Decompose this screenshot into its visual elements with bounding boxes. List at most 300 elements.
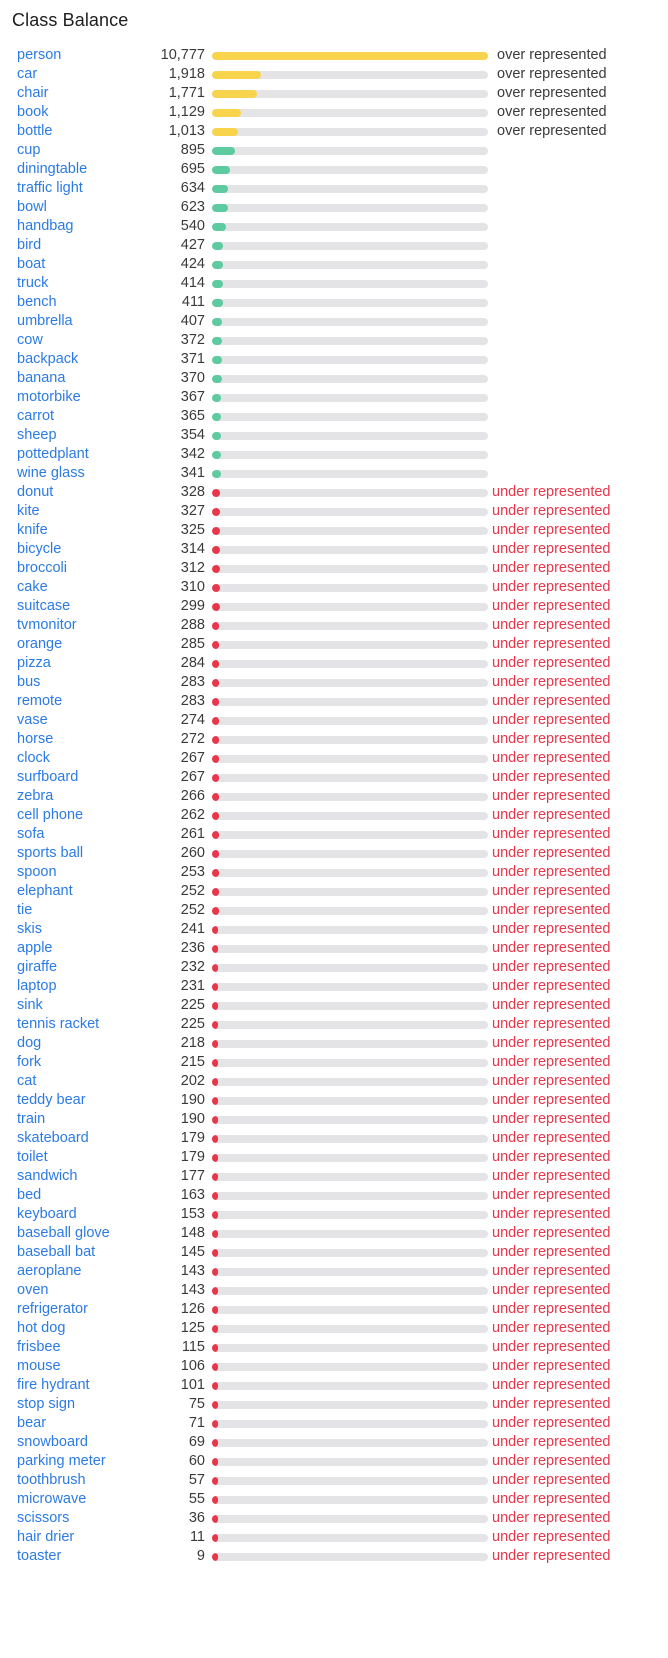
- bar-fill: [212, 508, 220, 516]
- class-label[interactable]: person: [17, 47, 62, 63]
- class-label[interactable]: bus: [17, 674, 41, 690]
- class-row: [0, 711, 668, 730]
- class-label[interactable]: giraffe: [17, 959, 58, 975]
- class-count: 284: [180, 655, 205, 671]
- bar-fill: [212, 356, 222, 364]
- class-label[interactable]: toilet: [17, 1149, 48, 1165]
- class-count: 371: [180, 351, 205, 367]
- class-label[interactable]: boat: [17, 256, 46, 272]
- class-row: [0, 122, 668, 141]
- bar-fill: [212, 1306, 218, 1314]
- bar-fill: [212, 242, 223, 250]
- class-label[interactable]: cake: [17, 579, 48, 595]
- bar-track: [212, 698, 488, 706]
- bar-track: [212, 470, 488, 478]
- class-label[interactable]: apple: [17, 940, 53, 956]
- class-count: 274: [180, 712, 205, 728]
- class-row: [0, 483, 668, 502]
- class-label[interactable]: scissors: [17, 1510, 70, 1526]
- bar-track: [212, 1306, 488, 1314]
- class-label[interactable]: spoon: [17, 864, 57, 880]
- over-represented-badge: over represented: [497, 66, 607, 82]
- under-represented-badge: under represented: [492, 978, 611, 994]
- class-count: 60: [188, 1453, 205, 1469]
- under-represented-badge: under represented: [492, 674, 611, 690]
- class-label[interactable]: suitcase: [17, 598, 71, 614]
- class-row: [0, 1319, 668, 1338]
- class-label[interactable]: broccoli: [17, 560, 67, 576]
- bar-fill: [212, 869, 219, 877]
- bar-fill: [212, 926, 218, 934]
- class-label[interactable]: hair drier: [17, 1529, 75, 1545]
- class-row: [0, 1433, 668, 1452]
- class-count: 241: [180, 921, 205, 937]
- class-count: 55: [188, 1491, 205, 1507]
- class-count: 106: [180, 1358, 205, 1374]
- bar-fill: [212, 983, 218, 991]
- class-label[interactable]: toothbrush: [17, 1472, 86, 1488]
- class-label[interactable]: mouse: [17, 1358, 61, 1374]
- class-row: [0, 1148, 668, 1167]
- bar-track: [212, 1230, 488, 1238]
- bar-fill: [212, 964, 218, 972]
- class-row: [0, 730, 668, 749]
- bar-track: [212, 888, 488, 896]
- bar-track: [212, 660, 488, 668]
- bar-track: [212, 907, 488, 915]
- under-represented-badge: under represented: [492, 807, 611, 823]
- class-row: [0, 1072, 668, 1091]
- class-count: 10,777: [160, 47, 205, 63]
- bar-track: [212, 90, 488, 98]
- bar-fill: [212, 166, 230, 174]
- under-represented-badge: under represented: [492, 655, 611, 671]
- class-label[interactable]: horse: [17, 731, 54, 747]
- under-represented-badge: under represented: [492, 845, 611, 861]
- class-label[interactable]: kite: [17, 503, 40, 519]
- bar-fill: [212, 280, 223, 288]
- class-count: 283: [180, 693, 205, 709]
- class-row: [0, 1452, 668, 1471]
- bar-track: [212, 1249, 488, 1257]
- class-row: [0, 141, 668, 160]
- bar-fill: [212, 1268, 218, 1276]
- bar-fill: [212, 1021, 218, 1029]
- class-row: [0, 274, 668, 293]
- class-row: [0, 217, 668, 236]
- class-count: 354: [180, 427, 205, 443]
- class-label[interactable]: toaster: [17, 1548, 62, 1564]
- class-row: [0, 1338, 668, 1357]
- bar-fill: [212, 261, 223, 269]
- class-row: [0, 692, 668, 711]
- class-count: 36: [188, 1510, 205, 1526]
- class-label[interactable]: tvmonitor: [17, 617, 77, 633]
- class-count: 424: [180, 256, 205, 272]
- class-label[interactable]: sandwich: [17, 1168, 78, 1184]
- bar-fill: [212, 52, 488, 60]
- under-represented-badge: under represented: [492, 1453, 611, 1469]
- class-label[interactable]: wine glass: [17, 465, 85, 481]
- class-count: 272: [180, 731, 205, 747]
- class-label[interactable]: bowl: [17, 199, 47, 215]
- bar-fill: [212, 1192, 218, 1200]
- bar-fill: [212, 1458, 218, 1466]
- class-label[interactable]: clock: [17, 750, 51, 766]
- class-count: 325: [180, 522, 205, 538]
- bar-track: [212, 774, 488, 782]
- class-label[interactable]: fork: [17, 1054, 42, 1070]
- class-label[interactable]: pottedplant: [17, 446, 89, 462]
- class-label[interactable]: bear: [17, 1415, 47, 1431]
- bar-track: [212, 1534, 488, 1542]
- bar-fill: [212, 1173, 218, 1181]
- class-label[interactable]: teddy bear: [17, 1092, 86, 1108]
- class-count: 148: [180, 1225, 205, 1241]
- class-row: [0, 1262, 668, 1281]
- class-count: 262: [180, 807, 205, 823]
- class-row: [0, 1186, 668, 1205]
- class-row: [0, 426, 668, 445]
- class-label[interactable]: baseball glove: [17, 1225, 110, 1241]
- class-label[interactable]: stop sign: [17, 1396, 76, 1412]
- bar-fill: [212, 907, 219, 915]
- class-count: 1,129: [168, 104, 205, 120]
- class-row: [0, 749, 668, 768]
- under-represented-badge: under represented: [492, 693, 611, 709]
- class-count: 288: [180, 617, 205, 633]
- under-represented-badge: under represented: [492, 1187, 611, 1203]
- class-label[interactable]: laptop: [17, 978, 57, 994]
- class-label[interactable]: cat: [17, 1073, 37, 1089]
- class-row: [0, 1110, 668, 1129]
- bar-fill: [212, 432, 221, 440]
- class-row: [0, 616, 668, 635]
- class-count: 370: [180, 370, 205, 386]
- class-label[interactable]: handbag: [17, 218, 74, 234]
- class-label[interactable]: motorbike: [17, 389, 81, 405]
- bar-fill: [212, 318, 222, 326]
- under-represented-badge: under represented: [492, 921, 611, 937]
- under-represented-badge: under represented: [492, 826, 611, 842]
- bar-fill: [212, 641, 219, 649]
- bar-track: [212, 926, 488, 934]
- class-count: 232: [180, 959, 205, 975]
- class-count: 260: [180, 845, 205, 861]
- bar-fill: [212, 204, 228, 212]
- class-row: [0, 179, 668, 198]
- bar-fill: [212, 470, 221, 478]
- class-label[interactable]: banana: [17, 370, 66, 386]
- class-label[interactable]: fire hydrant: [17, 1377, 90, 1393]
- page-title: Class Balance: [12, 10, 129, 30]
- under-represented-badge: under represented: [492, 1472, 611, 1488]
- class-count: 143: [180, 1282, 205, 1298]
- bar-track: [212, 1192, 488, 1200]
- bar-track: [212, 375, 488, 383]
- class-label[interactable]: skateboard: [17, 1130, 89, 1146]
- class-count: 1,771: [168, 85, 205, 101]
- bar-track: [212, 755, 488, 763]
- under-represented-badge: under represented: [492, 541, 611, 557]
- under-represented-badge: under represented: [492, 731, 611, 747]
- class-label[interactable]: train: [17, 1111, 46, 1127]
- class-count: 145: [180, 1244, 205, 1260]
- class-label[interactable]: keyboard: [17, 1206, 77, 1222]
- class-label[interactable]: cow: [17, 332, 43, 348]
- under-represented-badge: under represented: [492, 959, 611, 975]
- bar-track: [212, 128, 488, 136]
- class-label[interactable]: surfboard: [17, 769, 79, 785]
- bar-fill: [212, 1211, 218, 1219]
- class-row: [0, 540, 668, 559]
- bar-fill: [212, 1116, 218, 1124]
- bar-track: [212, 1078, 488, 1086]
- under-represented-badge: under represented: [492, 598, 611, 614]
- class-label[interactable]: book: [17, 104, 49, 120]
- class-row: [0, 1243, 668, 1262]
- class-count: 253: [180, 864, 205, 880]
- class-label[interactable]: cup: [17, 142, 41, 158]
- class-row: [0, 464, 668, 483]
- under-represented-badge: under represented: [492, 883, 611, 899]
- class-label[interactable]: elephant: [17, 883, 73, 899]
- under-represented-badge: under represented: [492, 617, 611, 633]
- class-count: 427: [180, 237, 205, 253]
- bar-track: [212, 584, 488, 592]
- bar-fill: [212, 1382, 218, 1390]
- under-represented-badge: under represented: [492, 902, 611, 918]
- over-represented-badge: over represented: [497, 123, 607, 139]
- class-row: [0, 578, 668, 597]
- class-count: 267: [180, 769, 205, 785]
- class-row: [0, 1376, 668, 1395]
- bar-track: [212, 1325, 488, 1333]
- class-count: 179: [180, 1130, 205, 1146]
- class-count: 411: [181, 294, 205, 310]
- bar-fill: [212, 1553, 218, 1561]
- class-count: 266: [180, 788, 205, 804]
- class-row: [0, 407, 668, 426]
- bar-track: [212, 109, 488, 117]
- class-label[interactable]: bed: [17, 1187, 42, 1203]
- class-label[interactable]: tennis racket: [17, 1016, 100, 1032]
- bar-fill: [212, 1002, 218, 1010]
- class-label[interactable]: sink: [17, 997, 43, 1013]
- class-label[interactable]: pizza: [17, 655, 51, 671]
- under-represented-badge: under represented: [492, 997, 611, 1013]
- class-row: [0, 312, 668, 331]
- bar-track: [212, 166, 488, 174]
- class-label[interactable]: umbrella: [17, 313, 73, 329]
- class-label[interactable]: vase: [17, 712, 48, 728]
- class-row: [0, 1357, 668, 1376]
- bar-track: [212, 1420, 488, 1428]
- bar-fill: [212, 850, 219, 858]
- under-represented-badge: under represented: [492, 1358, 611, 1374]
- class-count: 177: [180, 1168, 205, 1184]
- class-row: [0, 46, 668, 65]
- bar-fill: [212, 1496, 218, 1504]
- bar-track: [212, 223, 488, 231]
- class-count: 407: [180, 313, 205, 329]
- under-represented-badge: under represented: [492, 1092, 611, 1108]
- class-row: [0, 1034, 668, 1053]
- under-represented-badge: under represented: [492, 560, 611, 576]
- class-row: [0, 996, 668, 1015]
- bar-fill: [212, 736, 219, 744]
- bar-fill: [212, 90, 257, 98]
- bar-fill: [212, 527, 220, 535]
- bar-fill: [212, 1534, 218, 1542]
- class-row: [0, 882, 668, 901]
- class-count: 414: [180, 275, 205, 291]
- class-count: 634: [180, 180, 205, 196]
- class-row: [0, 1224, 668, 1243]
- class-balance-list: [0, 46, 668, 1566]
- class-count: 125: [180, 1320, 205, 1336]
- class-row: [0, 844, 668, 863]
- class-label[interactable]: traffic light: [17, 180, 83, 196]
- class-count: 215: [180, 1054, 205, 1070]
- class-row: [0, 1281, 668, 1300]
- under-represented-badge: under represented: [492, 1282, 611, 1298]
- class-count: 314: [180, 541, 205, 557]
- class-label[interactable]: truck: [17, 275, 49, 291]
- class-label[interactable]: sports ball: [17, 845, 84, 861]
- bar-fill: [212, 1097, 218, 1105]
- bar-fill: [212, 774, 219, 782]
- class-label[interactable]: remote: [17, 693, 63, 709]
- bar-track: [212, 1496, 488, 1504]
- class-row: [0, 1490, 668, 1509]
- class-label[interactable]: diningtable: [17, 161, 88, 177]
- class-label[interactable]: tie: [17, 902, 33, 918]
- under-represented-badge: under represented: [492, 636, 611, 652]
- class-label[interactable]: hot dog: [17, 1320, 66, 1336]
- bar-fill: [212, 375, 222, 383]
- class-label[interactable]: aeroplane: [17, 1263, 82, 1279]
- class-count: 225: [180, 997, 205, 1013]
- bar-track: [212, 1021, 488, 1029]
- class-row: [0, 1129, 668, 1148]
- class-count: 9: [196, 1548, 205, 1564]
- bar-fill: [212, 1040, 218, 1048]
- under-represented-badge: under represented: [492, 1225, 611, 1241]
- under-represented-badge: under represented: [492, 1491, 611, 1507]
- class-row: [0, 787, 668, 806]
- bar-fill: [212, 337, 222, 345]
- bar-track: [212, 413, 488, 421]
- class-count: 312: [180, 560, 205, 576]
- class-label[interactable]: bicycle: [17, 541, 62, 557]
- class-row: [0, 635, 668, 654]
- bar-fill: [212, 1363, 218, 1371]
- bar-fill: [212, 185, 228, 193]
- class-count: 143: [180, 1263, 205, 1279]
- class-label[interactable]: cell phone: [17, 807, 84, 823]
- class-label[interactable]: knife: [17, 522, 48, 538]
- class-row: [0, 673, 668, 692]
- class-label[interactable]: snowboard: [17, 1434, 88, 1450]
- class-label[interactable]: refrigerator: [17, 1301, 88, 1317]
- bar-fill: [212, 128, 238, 136]
- class-count: 299: [180, 598, 205, 614]
- bar-fill: [212, 698, 219, 706]
- class-label[interactable]: chair: [17, 85, 49, 101]
- under-represented-badge: under represented: [492, 1168, 611, 1184]
- class-label[interactable]: baseball bat: [17, 1244, 96, 1260]
- class-count: 1,013: [168, 123, 205, 139]
- bar-track: [212, 71, 488, 79]
- bar-track: [212, 717, 488, 725]
- bar-track: [212, 736, 488, 744]
- bar-track: [212, 603, 488, 611]
- under-represented-badge: under represented: [492, 1339, 611, 1355]
- class-label[interactable]: sofa: [17, 826, 45, 842]
- bar-track: [212, 1097, 488, 1105]
- class-label[interactable]: zebra: [17, 788, 54, 804]
- class-label[interactable]: microwave: [17, 1491, 87, 1507]
- class-count: 367: [180, 389, 205, 405]
- class-count: 895: [180, 142, 205, 158]
- class-count: 218: [180, 1035, 205, 1051]
- bar-fill: [212, 394, 221, 402]
- under-represented-badge: under represented: [492, 503, 611, 519]
- under-represented-badge: under represented: [492, 1510, 611, 1526]
- class-row: [0, 901, 668, 920]
- over-represented-badge: over represented: [497, 104, 607, 120]
- bar-track: [212, 1135, 488, 1143]
- class-count: 623: [180, 199, 205, 215]
- class-label[interactable]: oven: [17, 1282, 49, 1298]
- bar-fill: [212, 451, 221, 459]
- bar-track: [212, 812, 488, 820]
- class-count: 341: [180, 465, 205, 481]
- under-represented-badge: under represented: [492, 1377, 611, 1393]
- under-represented-badge: under represented: [492, 1130, 611, 1146]
- under-represented-badge: under represented: [492, 1434, 611, 1450]
- class-label[interactable]: backpack: [17, 351, 79, 367]
- class-count: 190: [180, 1092, 205, 1108]
- class-row: [0, 1528, 668, 1547]
- class-label[interactable]: car: [17, 66, 38, 82]
- class-label[interactable]: carrot: [17, 408, 55, 424]
- class-row: [0, 1091, 668, 1110]
- class-count: 231: [180, 978, 205, 994]
- class-label[interactable]: parking meter: [17, 1453, 106, 1469]
- bar-fill: [212, 1135, 218, 1143]
- class-label[interactable]: donut: [17, 484, 54, 500]
- class-label[interactable]: bottle: [17, 123, 53, 139]
- bar-track: [212, 831, 488, 839]
- bar-track: [212, 964, 488, 972]
- class-label[interactable]: dog: [17, 1035, 42, 1051]
- class-row: [0, 331, 668, 350]
- under-represented-badge: under represented: [492, 1016, 611, 1032]
- class-label[interactable]: bird: [17, 237, 42, 253]
- class-count: 71: [188, 1415, 205, 1431]
- class-label[interactable]: frisbee: [17, 1339, 61, 1355]
- class-count: 342: [180, 446, 205, 462]
- class-label[interactable]: orange: [17, 636, 63, 652]
- class-label[interactable]: skis: [17, 921, 42, 937]
- class-label[interactable]: sheep: [17, 427, 57, 443]
- class-label[interactable]: bench: [17, 294, 57, 310]
- class-row: [0, 939, 668, 958]
- class-row: [0, 1205, 668, 1224]
- class-row: [0, 369, 668, 388]
